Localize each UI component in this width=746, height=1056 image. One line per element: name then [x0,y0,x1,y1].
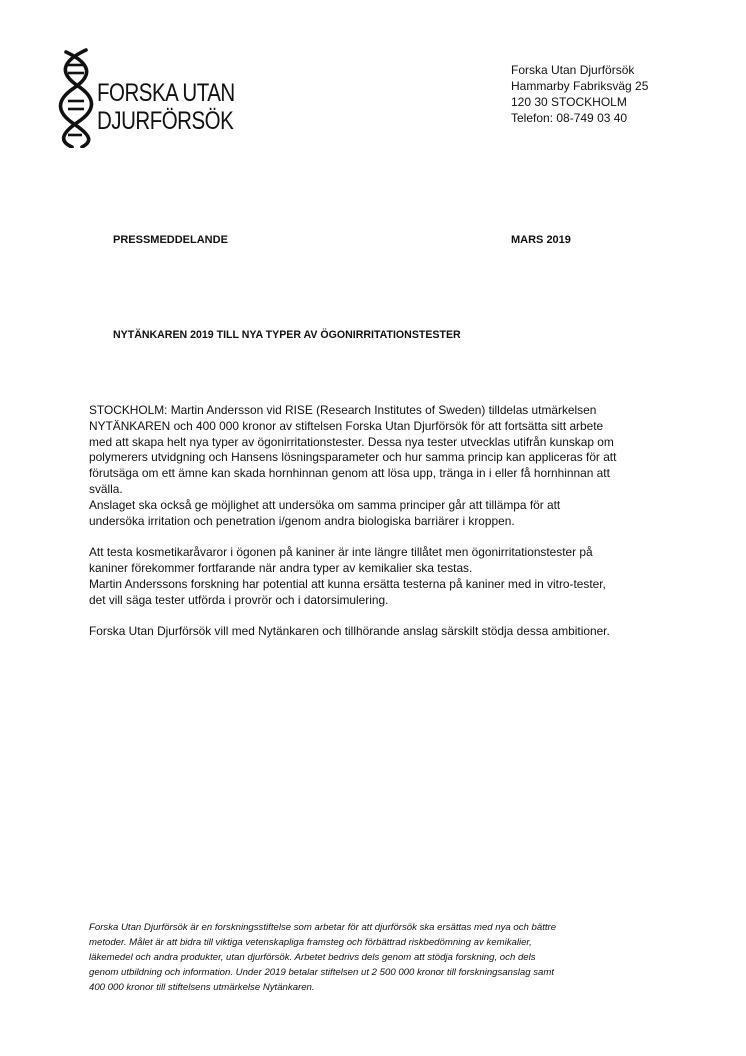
footer-line: läkemedel och andra produkter, utan djurförsök. Arbetet bedrivs dels genom att stödja forskning, och dels [89,952,536,963]
dna-helix-icon [58,48,98,148]
paragraph-3 [89,624,669,640]
body-line: svälla. [89,481,123,496]
organization-logo [58,48,248,148]
address-block [511,62,648,126]
body-line: STOCKHOLM: Martin Andersson vid RISE (Research Institutes of Sweden) tilldelas utmärkelsen [89,403,597,417]
body-line: med att skapa helt nya typer av ögonirritationstester. Dessa nya tester utvecklas utifrån kunskap om [89,434,614,449]
body-line: Att testa kosmetikaråvaror i ögonen på kaniner är inte längre tillåtet men ögonirritationstester på [89,545,593,560]
document-type-label: PRESSMEDDELANDE [113,234,228,246]
logo-line-1: FORSKA UTAN [97,79,235,107]
address-line: Forska Utan Djurförsök [511,63,635,77]
body-line: det vill säga tester utförda i provrör och i datorsimulering. [89,592,389,607]
press-release-headline: NYTÄNKAREN 2019 TILL NYA TYPER AV ÖGONIRRITATIONSTESTER [113,329,461,341]
footer-line: genom utbildning och information. Under 2019 betalar stiftelsen ut 2 500 000 kronor till forskningsanslag samt [89,967,555,978]
footer-line: Forska Utan Djurförsök är en forskningsstiftelse som arbetar för att djurförsök ska ersättas med nya och bättre [89,922,557,933]
press-release-body [89,403,669,640]
body-line: polymerers utvidgning och Hansens lösningsparameter och hur samma princip kan appliceras för att [89,450,617,465]
body-line: Anslaget ska också ge möjlighet att undersöka om samma principer går att tillämpa för att [89,497,561,512]
body-line: förutsäga om ett ämne kan skada hornhinnan genom att lösa upp, tränga in i eller få hornhinnan att [89,466,610,481]
paragraph-2 [89,545,669,608]
footer-line: 400 000 kronor till stiftelsens utmärkelse Nytänkaren. [89,982,315,993]
document-date-label: MARS 2019 [511,234,571,246]
address-line: Hammarby Fabriksväg 25 [511,79,649,93]
body-line: undersöka irritation och penetration i/genom andra biologiska barriärer i kroppen. [89,513,515,528]
body-line: Forska Utan Djurförsök vill med Nytänkaren och tillhörande anslag särskilt stödja dessa ambitioner. [89,624,610,639]
footer-line: metoder. Målet är att bidra till viktiga vetenskapliga framsteg och förbättrad riskbedömning av kemikalier, [89,937,532,948]
body-line: kaniner förekommer fortfarande när andra typer av kemikalier ska testas. [89,560,473,575]
paragraph-gap [89,608,669,624]
address-line: 120 30 STOCKHOLM [511,95,627,109]
logo-wordmark [97,79,235,135]
body-line: NYTÄNKAREN och 400 000 kronor av stiftelsen Forska Utan Djurförsök för att fortsätta sitt arbete [89,418,604,433]
body-line: Martin Anderssons forskning har potential att kunna ersätta testerna på kaniner med in vitro-tester, [89,576,606,591]
paragraph-1 [89,403,669,529]
address-line: Telefon: 08-749 03 40 [511,111,628,125]
paragraph-gap [89,529,669,545]
logo-line-2: DJURFÖRSÖK [97,107,234,135]
organization-footer-note [89,920,679,995]
